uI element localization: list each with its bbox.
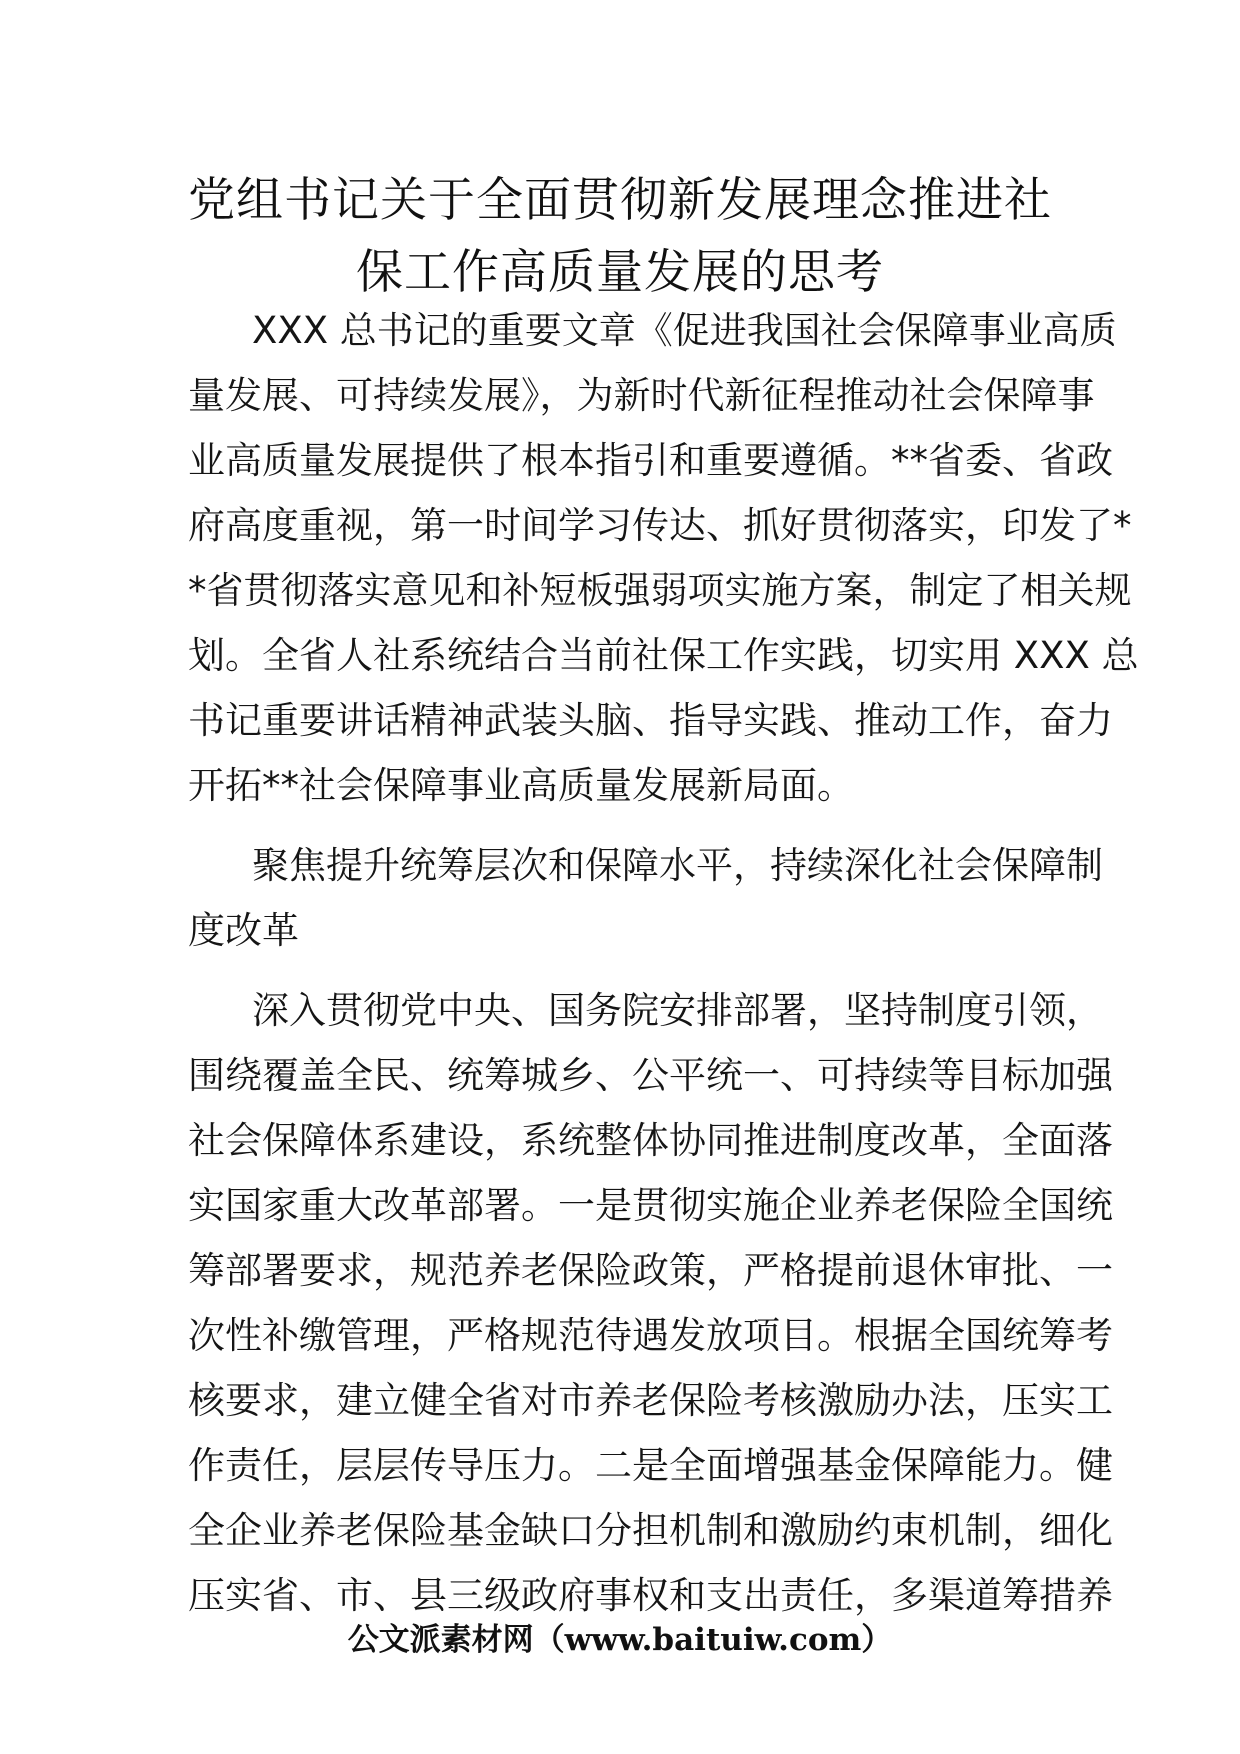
title-line: 党组书记关于全面贯彻新发展理念推进社 xyxy=(188,173,1052,228)
document-title xyxy=(180,165,1060,309)
text-line: 围绕覆盖全民、统筹城乡、公平统一、可持续等目标加强 xyxy=(188,1054,1113,1097)
text-line: 书记重要讲话精神武装头脑、指导实践、推动工作，奋力 xyxy=(188,699,1113,742)
text-line: 聚焦提升统筹层次和保障水平，持续深化社会保障制 xyxy=(252,844,1103,887)
text-line: 全企业养老保险基金缺口分担机制和激励约束机制，细化 xyxy=(188,1509,1113,1552)
text-line: 划。全省人社系统结合当前社保工作实践，切实用 XXX 总 xyxy=(188,634,1139,677)
text-line: XXX 总书记的重要文章《促进我国社会保障事业高质 xyxy=(252,309,1117,352)
text-line: 实国家重大改革部署。一是贯彻实施企业养老保险全国统 xyxy=(188,1184,1113,1227)
footer-watermark: 公文派素材网（www.baituiw.com） xyxy=(347,1622,893,1658)
text-line: 府高度重视，第一时间学习传达、抓好贯彻落实，印发了* xyxy=(188,504,1132,547)
text-line: 次性补缴管理，严格规范待遇发放项目。根据全国统筹考 xyxy=(188,1314,1113,1357)
text-line: 核要求，建立健全省对市养老保险考核激励办法，压实工 xyxy=(188,1379,1113,1422)
section-heading xyxy=(188,833,1103,963)
text-line: 作责任，层层传导压力。二是全面增强基金保障能力。健 xyxy=(188,1444,1113,1487)
paragraph-reform xyxy=(188,978,1113,1628)
text-line: 压实省、市、县三级政府事权和支出责任，多渠道筹措养 xyxy=(188,1574,1113,1617)
title-line: 保工作高质量发展的思考 xyxy=(356,245,884,300)
document-body xyxy=(188,298,1139,1628)
text-line: 业高质量发展提供了根本指引和重要遵循。**省委、省政 xyxy=(188,439,1113,482)
text-line: 深入贯彻党中央、国务院安排部署，坚持制度引领， xyxy=(252,989,1103,1032)
text-line: 社会保障体系建设，系统整体协同推进制度改革，全面落 xyxy=(188,1119,1113,1162)
text-line: *省贯彻落实意见和补短板强弱项实施方案，制定了相关规 xyxy=(188,569,1132,612)
paragraph-intro xyxy=(188,298,1139,818)
text-line: 量发展、可持续发展》，为新时代新征程推动社会保障事 xyxy=(188,374,1095,417)
text-line: 筹部署要求，规范养老保险政策，严格提前退休审批、一 xyxy=(188,1249,1113,1292)
text-line: 开拓**社会保障事业高质量发展新局面。 xyxy=(188,764,854,807)
text-line: 度改革 xyxy=(188,909,299,952)
